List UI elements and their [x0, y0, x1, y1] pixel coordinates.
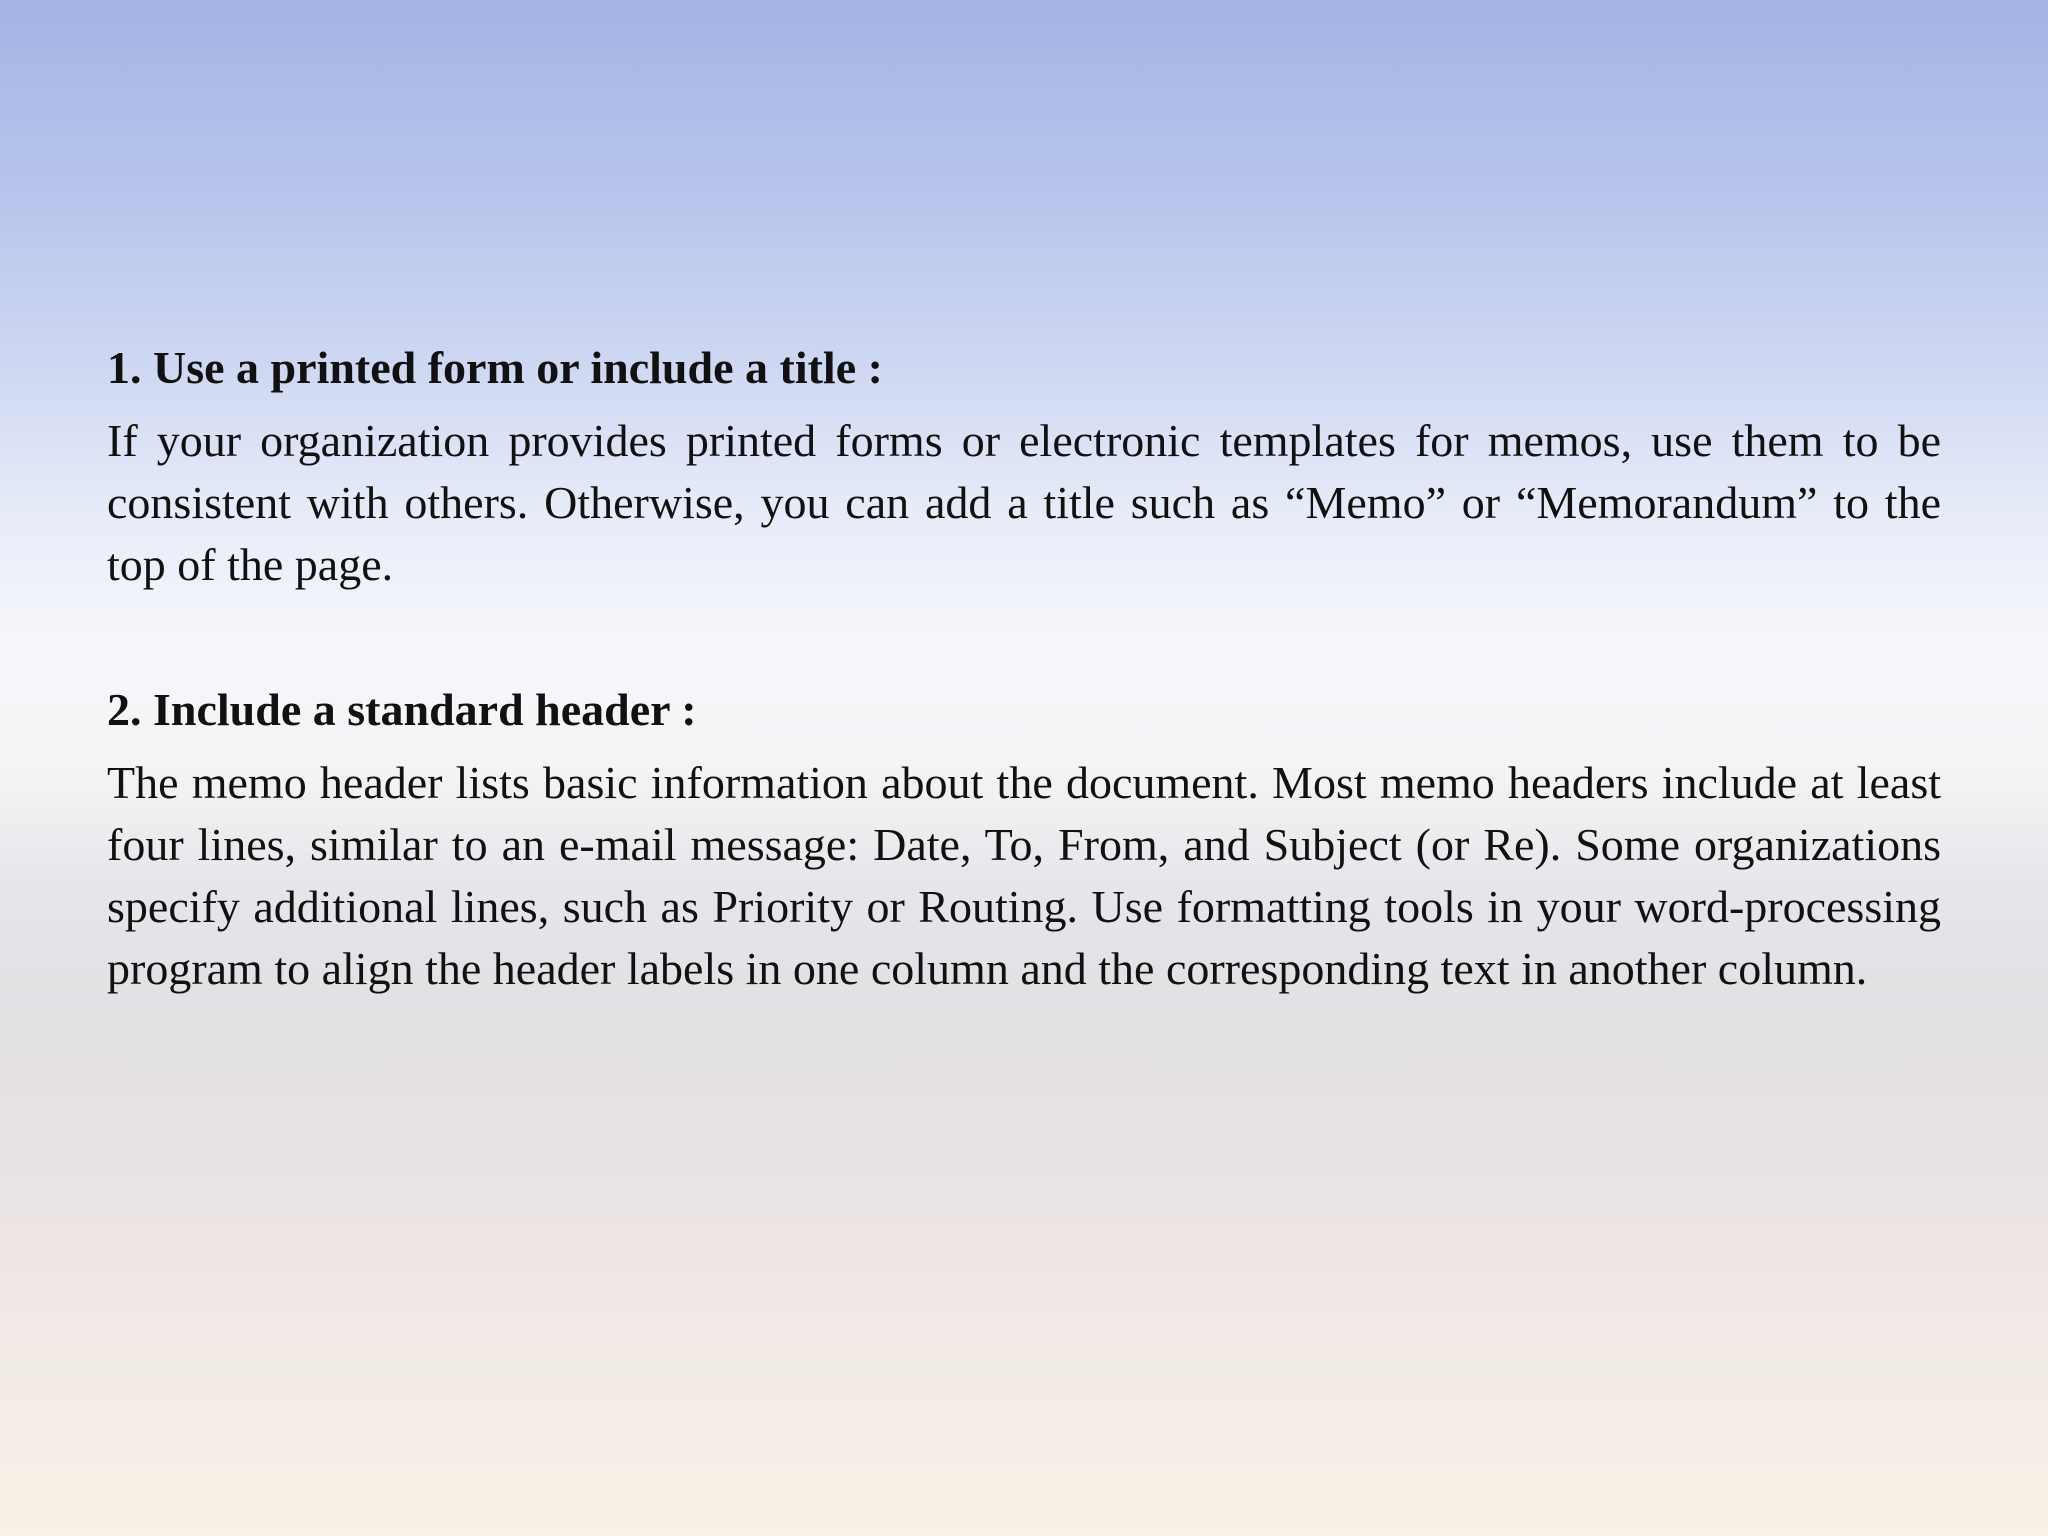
- section-heading: 2. Include a standard header :: [107, 684, 697, 735]
- section-printed-form: [107, 338, 1941, 596]
- section-body: If your organization provides printed forms or electronic templates for memos, use them to be consistent with others. Otherwise, you can add a title such as “Memo” or “Memorandum” to the top of the page.: [107, 415, 1941, 590]
- section-standard-header: [107, 680, 1941, 1000]
- section-heading: 1. Use a printed form or include a title :: [107, 342, 883, 393]
- section-body: The memo header lists basic information about the document. Most memo headers include at least four lines, similar to an e-mail message: Date, To, From, and Subject (or Re). Some organizations specify additional lines, such as Priority or Routing. Use formatting tools in your word-processing program to align the header labels in one column and the corresponding text in another column.: [107, 757, 1941, 994]
- slide-content: [107, 338, 1941, 1000]
